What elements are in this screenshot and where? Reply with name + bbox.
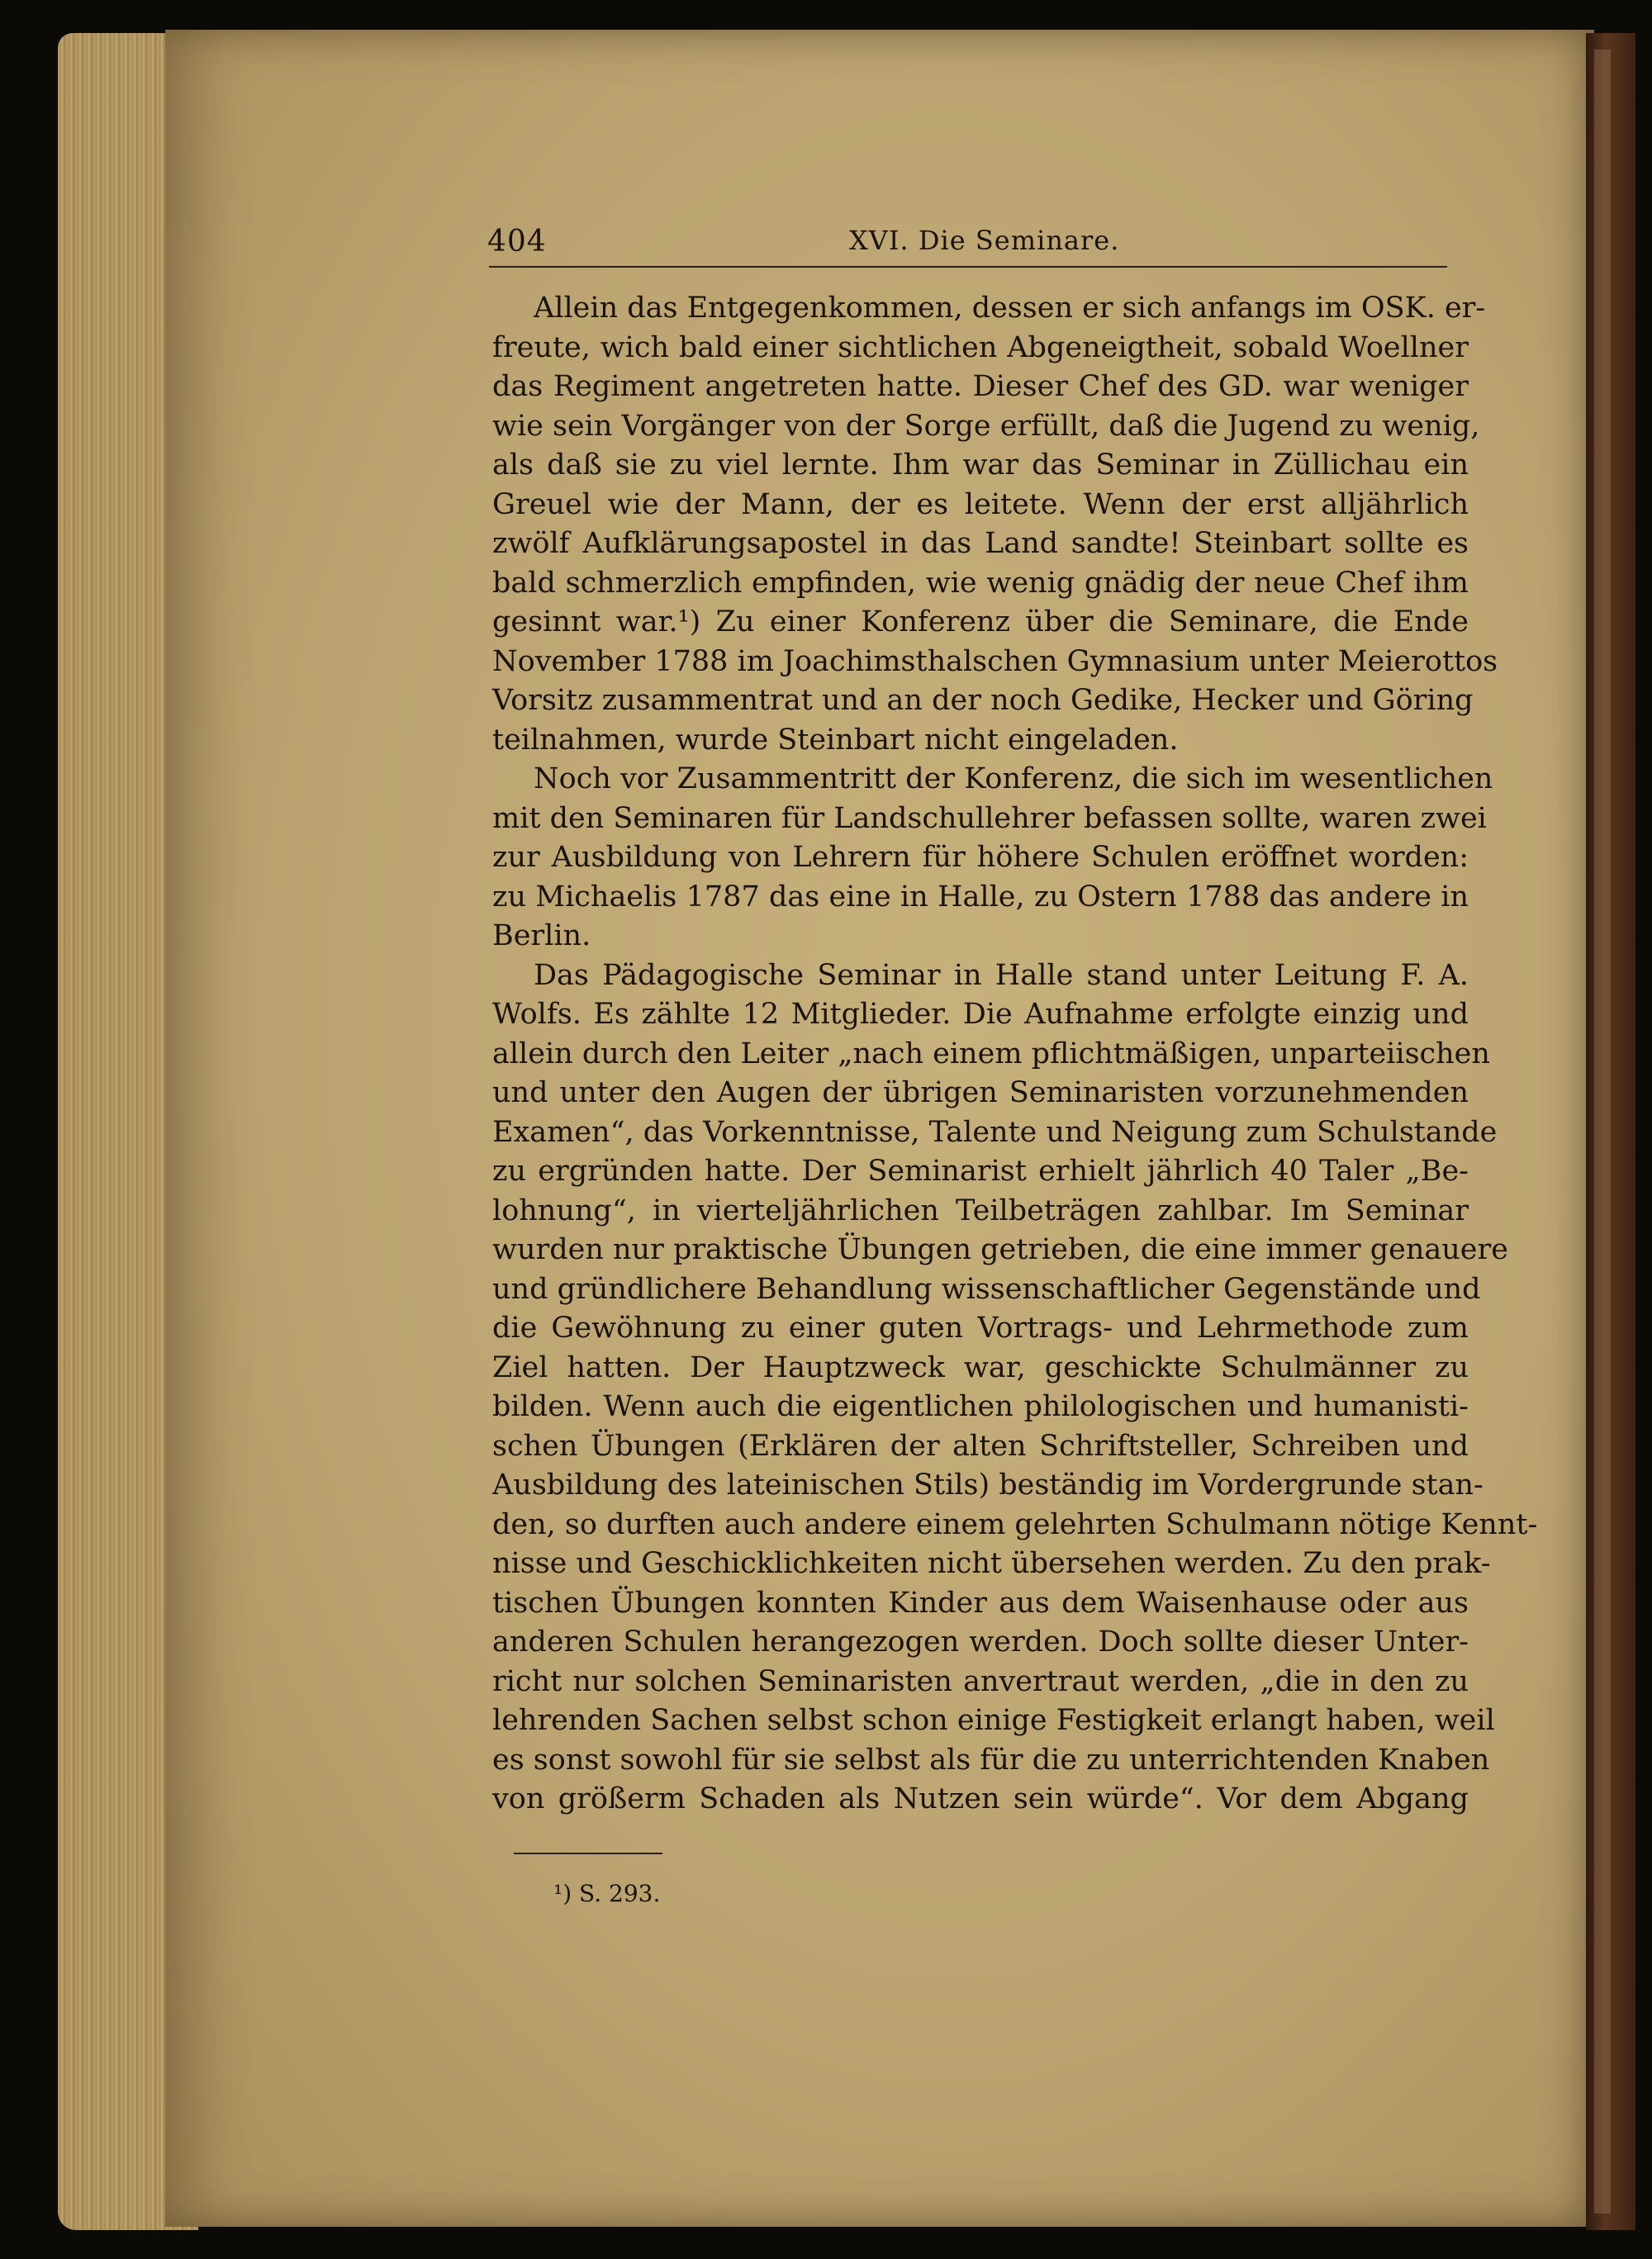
- text-line: als daß sie zu viel lernte. Ihm war das Seminar in Züllichau ein: [492, 448, 1469, 482]
- text-line: und unter den Augen der übrigen Seminaristen vorzunehmenden: [492, 1076, 1469, 1109]
- body-text: [492, 289, 1538, 1820]
- text-line: Berlin.: [492, 919, 591, 952]
- text-line: bilden. Wenn auch die eigentlichen philologischen und humanisti-: [492, 1390, 1469, 1423]
- text-line: zu ergründen hatte. Der Seminarist erhielt jährlich 40 Taler „Be-: [492, 1155, 1469, 1188]
- page-number: 404: [487, 225, 547, 259]
- text-line: die Gewöhnung zu einer guten Vortrags- und Lehrmethode zum: [492, 1312, 1469, 1345]
- text-line: Greuel wie der Mann, der es leitete. Wenn der erst alljährlich: [492, 487, 1469, 521]
- running-head: XVI. Die Seminare.: [849, 225, 1120, 256]
- text-line: den, so durften auch andere einem gelehrten Schulmann nötige Kennt-: [492, 1507, 1538, 1541]
- text-line: zwölf Aufklärungsapostel in das Land sandte! Steinbart sollte es: [492, 527, 1469, 560]
- text-line: von größerm Schaden als Nutzen sein würde“. Vor dem Abgang: [492, 1782, 1469, 1815]
- text-line: teilnahmen, wurde Steinbart nicht eingeladen.: [492, 723, 1179, 757]
- text-line: tischen Übungen konnten Kinder aus dem Waisenhause oder aus: [492, 1586, 1469, 1620]
- text-line: nisse und Geschicklichkeiten nicht übersehen werden. Zu den prak-: [492, 1547, 1491, 1580]
- text-line: das Regiment angetreten hatte. Dieser Chef des GD. war weniger: [492, 370, 1469, 403]
- text-line: es sonst sowohl für sie selbst als für die zu unterrichtenden Knaben: [492, 1743, 1490, 1777]
- text-line: wie sein Vorgänger von der Sorge erfüllt, daß die Jugend zu wenig,: [492, 409, 1480, 443]
- text-line: zur Ausbildung von Lehrern für höhere Schulen eröffnet worden:: [492, 841, 1469, 874]
- text-line: November 1788 im Joachimsthalschen Gymnasium unter Meierottos: [492, 644, 1498, 678]
- text-line: gesinnt war.¹) Zu einer Konferenz über die Seminare, die Ende: [492, 605, 1469, 638]
- text-line: Noch vor Zusammentritt der Konferenz, die sich im wesentlichen: [534, 762, 1493, 795]
- footnote: ¹) S. 293.: [553, 1880, 661, 1907]
- text-line: mit den Seminaren für Landschullehrer befassen sollte, waren zwei: [492, 801, 1487, 835]
- text-line: lehrenden Sachen selbst schon einige Festigkeit erlangt haben, weil: [492, 1704, 1495, 1737]
- text-line: lohnung“, in vierteljährlichen Teilbeträgen zahlbar. Im Seminar: [492, 1194, 1469, 1227]
- text-line: Ausbildung des lateinischen Stils) beständig im Vordergrunde stan-: [492, 1469, 1483, 1502]
- binding-edge: [1594, 50, 1611, 2214]
- text-line: Examen“, das Vorkenntnisse, Talente und Neigung zum Schulstande: [492, 1115, 1498, 1149]
- text-line: Ziel hatten. Der Hauptzweck war, geschickte Schulmänner zu: [492, 1350, 1469, 1384]
- text-line: richt nur solchen Seminaristen anvertraut werden, „die in den zu: [492, 1664, 1469, 1698]
- text-line: Vorsitz zusammentrat und an der noch Gedike, Hecker und Göring: [492, 684, 1474, 717]
- text-line: Das Pädagogische Seminar in Halle stand unter Leitung F. A.: [534, 958, 1469, 992]
- book-binding: [1586, 33, 1635, 2230]
- text-line: bald schmerzlich empfinden, wie wenig gnädig der neue Chef ihm: [492, 566, 1469, 600]
- text-line: zu Michaelis 1787 das eine in Halle, zu Ostern 1788 das andere in: [492, 880, 1469, 914]
- text-line: freute, wich bald einer sichtlichen Abgeneigtheit, sobald Woellner: [492, 330, 1469, 364]
- footnote-rule: [514, 1853, 662, 1854]
- text-line: allein durch den Leiter „nach einem pflichtmäßigen, unparteiischen: [492, 1037, 1490, 1070]
- header-rule: [489, 266, 1447, 268]
- text-line: anderen Schulen herangezogen werden. Doch sollte dieser Unter-: [492, 1625, 1469, 1659]
- text-line: wurden nur praktische Übungen getrieben, die eine immer genauere: [492, 1233, 1508, 1266]
- text-line: und gründlichere Behandlung wissenschaftlicher Gegenstände und: [492, 1272, 1481, 1306]
- text-line: Allein das Entgegenkommen, dessen er sich anfangs im OSK. er-: [534, 292, 1486, 325]
- text-line: Wolfs. Es zählte 12 Mitglieder. Die Aufnahme erfolgte einzig und: [492, 998, 1469, 1031]
- text-line: schen Übungen (Erklären der alten Schriftsteller, Schreiben und: [492, 1429, 1469, 1463]
